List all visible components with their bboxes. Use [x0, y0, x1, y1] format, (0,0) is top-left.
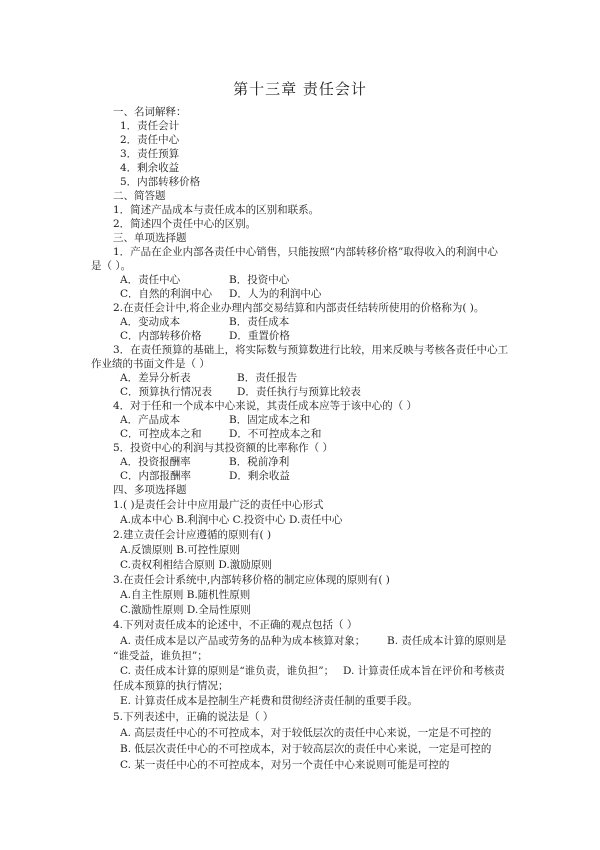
question-text: 2.建立责任会计应遵循的原则有( ): [113, 529, 272, 541]
option: A.成本中心 B.利润中心 C.投资中心 D.责任中心: [120, 514, 343, 526]
option: B．投资中心: [229, 274, 290, 286]
term-item: 3．责任预算: [120, 148, 180, 160]
option: C．内部转移价格: [120, 330, 202, 342]
question-text: 是（ ）。: [91, 260, 132, 272]
option: C.激励性原则 D.全局性原则: [120, 604, 251, 616]
question-text: 2.在责任会计中,将企业办理内部交易结算和内部责任结转所使用的价格称为( )。: [113, 302, 485, 314]
section-heading-single-choice: 三、单项选择题: [113, 232, 187, 244]
term-item: 1．责任会计: [120, 120, 180, 132]
term-item: 2．责任中心: [120, 134, 180, 146]
question-text: 5.下列表述中，正确的说法是（ ）: [113, 711, 274, 723]
option: A. 高层责任中心的不可控成本，对于较低层次的责任中心来说，一定是不可控的: [120, 727, 492, 739]
option: C.责权利相结合原则 D.激励原则: [120, 559, 272, 571]
option: A.自主性原则 B.随机性原则: [120, 589, 251, 601]
term-item: 4．剩余收益: [120, 162, 180, 174]
section-heading-multi-choice: 四、多项选择题: [113, 484, 187, 496]
option: A．变动成本: [120, 316, 181, 328]
option: D．责任执行与预算比较表: [237, 386, 361, 398]
option: D．重置价格: [229, 330, 290, 342]
option: B．责任成本: [229, 316, 290, 328]
option: A．产品成本: [120, 414, 181, 426]
option: A. 责任成本是以产品或劳务的品种为成本核算对象；: [120, 635, 366, 647]
option: D. 计算责任成本旨在评价和考核责: [343, 665, 505, 677]
question-text: 1.( )是责任会计中应用最广泛的责任中心形式: [113, 499, 324, 511]
section-heading-short-answer: 二、简答题: [113, 190, 166, 202]
question-text: 3.在责任会计系统中,内部转移价格的制定应体现的原则有( ): [113, 574, 390, 586]
question-text: 3．在责任预算的基础上，将实际数与预算数进行比较，用来反映与考核各责任中心工: [113, 344, 509, 356]
option: B．责任报告: [237, 372, 298, 384]
option: E. 计算责任成本是控制生产耗费和贯彻经济责任制的重要手段。: [120, 695, 418, 707]
option: C．内部报酬率: [120, 470, 192, 482]
question-text: 作业绩的书面文件是（ ）: [91, 358, 210, 370]
option: A.反馈原则 B.可控性原则: [120, 544, 240, 556]
option: C. 某一责任中心的不可控成本，对另一个责任中心来说则可能是可控的: [120, 759, 450, 771]
option: 任成本预算的执行情况；: [113, 680, 229, 692]
section-heading-terms: 一、名词解释：: [113, 106, 187, 118]
option: A．投资报酬率: [120, 456, 191, 468]
question-text: 1．产品在企业内部各责任中心销售，只能按照“内部转移价格”取得收入的利润中心: [113, 246, 498, 258]
short-answer-item: 2．简述四个责任中心的区别。: [113, 218, 257, 230]
option: B. 低层次责任中心的不可控成本，对于较高层次的责任中心来说，一定是可控的: [120, 743, 492, 755]
option: C．预算执行情况表: [120, 386, 213, 398]
option: B. 责任成本计算的原则是: [387, 635, 507, 647]
option: A．差异分析表: [120, 372, 191, 384]
option: D．不可控成本之和: [229, 428, 322, 440]
option: B．税前净利: [229, 456, 290, 468]
question-text: 4．对于任和一个成本中心来说，其责任成本应等于该中心的（ ）: [113, 400, 418, 412]
short-answer-item: 1．简述产品成本与责任成本的区别和联系。: [113, 204, 320, 216]
question-text: 4.下列对责任成本的论述中，不正确的观点包括（ ）: [113, 619, 358, 631]
option: C．可控成本之和: [120, 428, 202, 440]
option: C. 责任成本计算的原则是“谁负责，谁负担”；: [120, 665, 335, 677]
chapter-title: 第十三章 责任会计: [233, 80, 367, 98]
term-item: 5．内部转移价格: [120, 176, 201, 188]
option: D．人为的利润中心: [229, 288, 322, 300]
option: A．责任中心: [120, 274, 181, 286]
question-text: 5．投资中心的利润与其投资额的比率称作（ ）: [113, 442, 334, 454]
option: D．剩余收益: [229, 470, 290, 482]
option: “谁受益，谁负担”；: [113, 650, 208, 662]
option: B．固定成本之和: [229, 414, 311, 426]
option: C．自然的利润中心: [120, 288, 213, 300]
